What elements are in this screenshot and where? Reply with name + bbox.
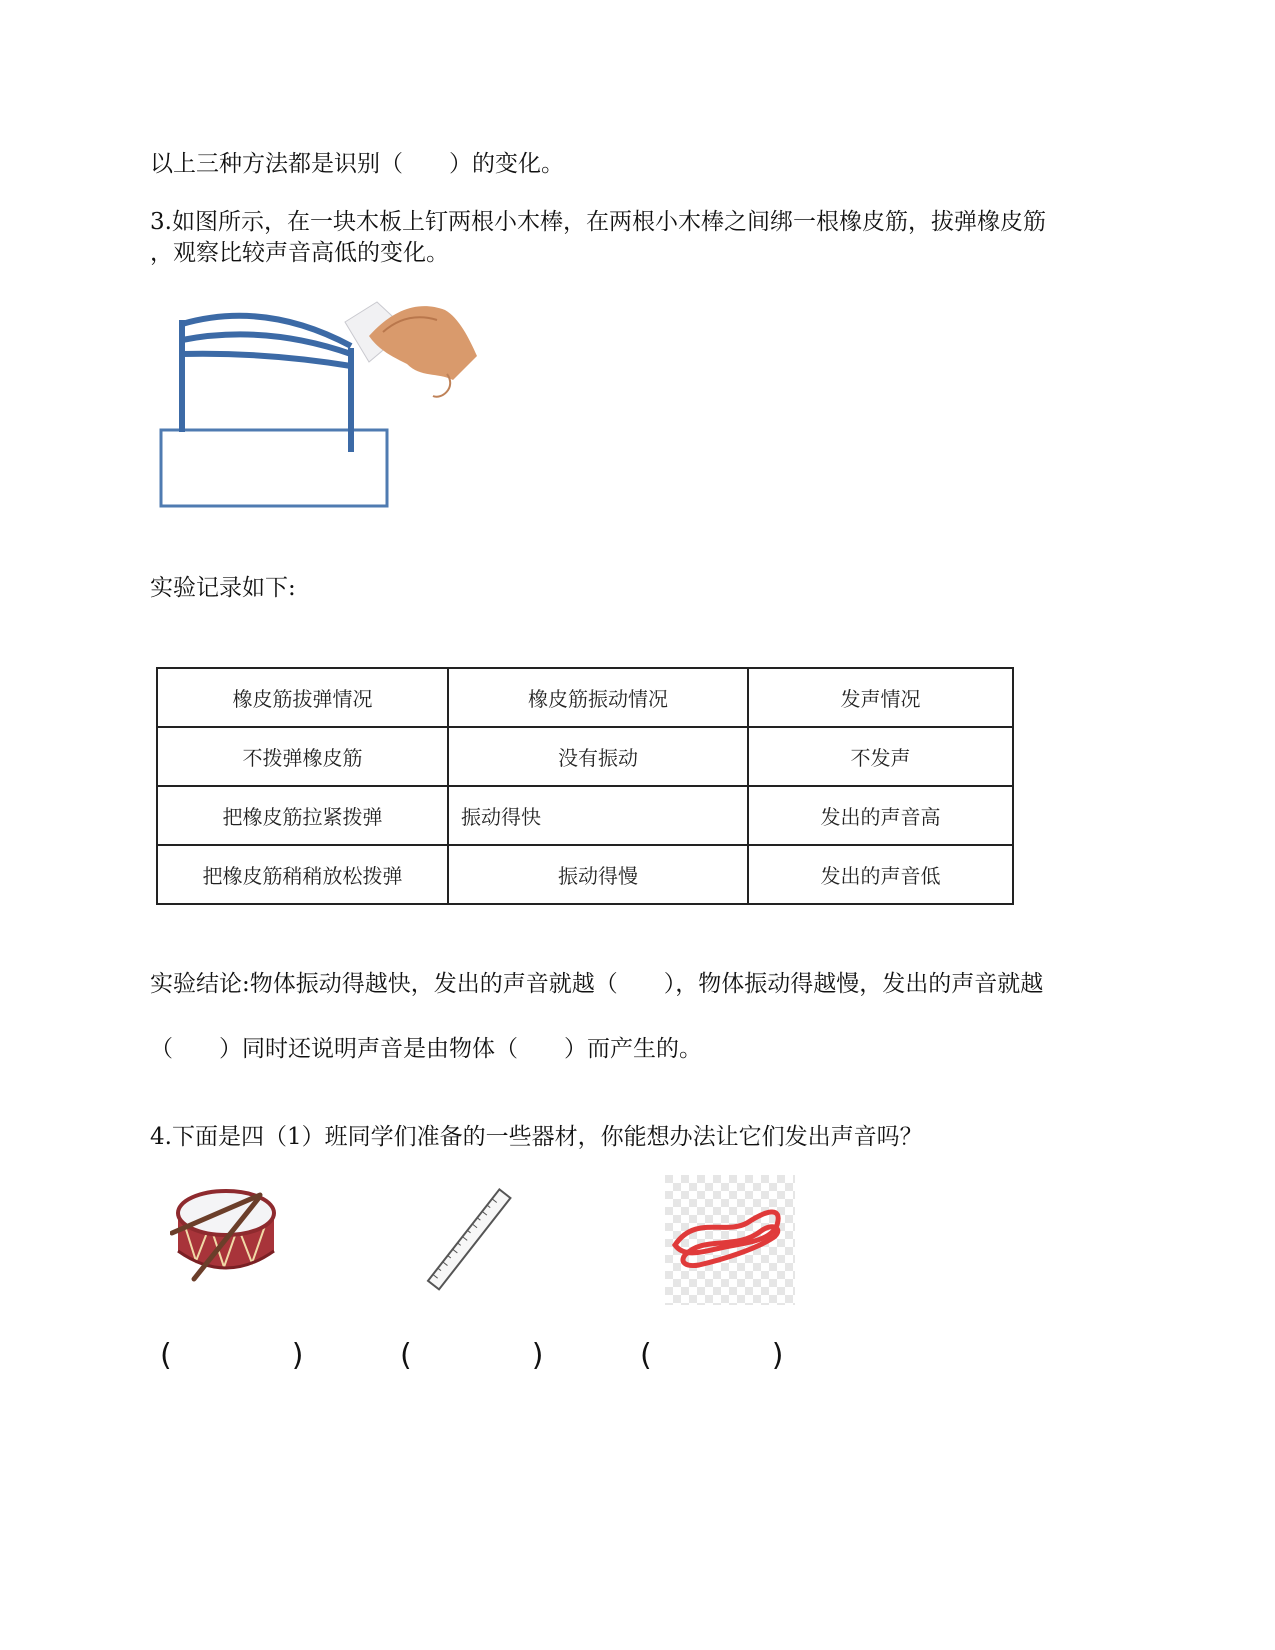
table-header-cell: 橡皮筋振动情况 (448, 668, 748, 727)
conclusion-line1: 实验结论:物体振动得越快，发出的声音就越（ ），物体振动得越慢，发出的声音就越 (150, 971, 1044, 997)
table-header-row (157, 668, 1013, 727)
question-4-text: 4.下面是四（1）班同学们准备的一些器材，你能想办法让它们发出声音吗？ (150, 1124, 923, 1150)
rubber-bands (182, 316, 351, 366)
ruler-icon (420, 1180, 520, 1300)
table-header-cell: 橡皮筋拔弹情况 (157, 668, 448, 727)
drum-icon (170, 1175, 290, 1285)
table-cell: 把橡皮筋拉紧拨弹 (157, 786, 448, 845)
table-row (157, 786, 1013, 845)
table-header-cell: 发声情况 (748, 668, 1013, 727)
table-cell: 振动得快 (448, 786, 748, 845)
table-cell: 不发声 (748, 727, 1013, 786)
question-3-line1: 3.如图所示，在一块木板上钉两根小木棒，在两根小木棒之间绑一根橡皮筋，拔弹橡皮筋 (150, 209, 1046, 235)
question-3-line2: ，观察比较声音高低的变化。 (150, 240, 449, 266)
answer-blank-drum[interactable]: ( ) (160, 1338, 304, 1373)
conclusion-line2: （ ）同时还说明声音是由物体（ ）而产生的。 (150, 1036, 702, 1062)
hand-icon (345, 302, 477, 397)
table-cell: 不拨弹橡皮筋 (157, 727, 448, 786)
table-cell: 振动得慢 (448, 845, 748, 904)
answer-blank-rubber-band[interactable]: ( ) (640, 1338, 784, 1373)
table-cell: 没有振动 (448, 727, 748, 786)
text-line-top: 以上三种方法都是识别（ ）的变化。 (150, 151, 564, 177)
table-row (157, 727, 1013, 786)
table-cell: 发出的声音高 (748, 786, 1013, 845)
table-row (157, 845, 1013, 904)
table-cell: 发出的声音低 (748, 845, 1013, 904)
answer-blank-ruler[interactable]: ( ) (400, 1338, 544, 1373)
table-cell: 把橡皮筋稍稍放松拨弹 (157, 845, 448, 904)
record-label: 实验记录如下: (150, 575, 296, 601)
experiment-record-table (156, 667, 1014, 905)
rubber-band-apparatus-figure (155, 290, 495, 510)
rubber-band-icon (665, 1175, 795, 1305)
